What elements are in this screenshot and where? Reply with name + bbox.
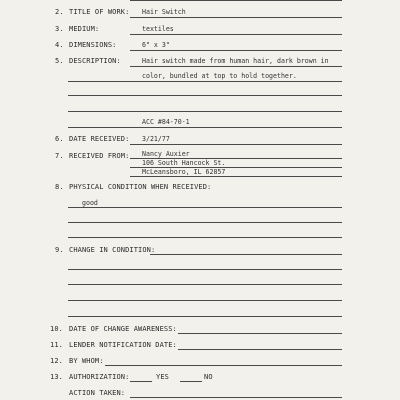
authorization-label: AUTHORIZATION:: [69, 373, 130, 381]
medium-label: MEDIUM:: [69, 25, 100, 33]
item-number-4: 4.: [55, 41, 64, 49]
change-in-condition-label: CHANGE IN CONDITION:: [69, 246, 156, 254]
date-of-change-awareness-line: [178, 333, 342, 334]
change-in-condition-rule-4: [68, 300, 342, 301]
authorization-yes-label: YES: [156, 373, 169, 381]
lender-notification-date-line: [178, 349, 342, 350]
description-rule-4: [68, 111, 342, 112]
item-number-9: 9.: [55, 246, 64, 254]
medium-line: [130, 34, 342, 35]
description-rule-3: [68, 95, 342, 96]
change-in-condition-rule-1: [150, 254, 342, 255]
received-from-name: Nancy Auxier: [142, 150, 190, 158]
title-of-work-label: TITLE OF WORK:: [69, 8, 130, 16]
lender-notification-date-label: LENDER NOTIFICATION DATE:: [69, 341, 177, 349]
date-received-value: 3/21/77: [142, 135, 170, 143]
item-number-2: 2.: [55, 8, 64, 16]
title-of-work-line: [130, 17, 342, 18]
action-taken-line: [130, 397, 342, 398]
medium-value: textiles: [142, 25, 174, 33]
dimensions-value: 6" x 3": [142, 41, 170, 49]
physical-condition-rule-2: [68, 222, 342, 223]
date-received-line: [130, 144, 342, 145]
dimensions-label: DIMENSIONS:: [69, 41, 117, 49]
received-from-line-3: [130, 176, 342, 177]
action-taken-label: ACTION TAKEN:: [69, 389, 126, 397]
item-number-7: 7.: [55, 152, 64, 160]
description-rule-5: [68, 127, 342, 128]
change-in-condition-rule-5: [68, 316, 342, 317]
description-line-2: color, bundled at top to hold together.: [142, 72, 297, 80]
description-line-1: Hair switch made from human hair, dark brown in: [142, 57, 329, 65]
date-received-label: DATE RECEIVED:: [69, 135, 130, 143]
change-in-condition-rule-3: [68, 284, 342, 285]
by-whom-line: [105, 365, 342, 366]
item-number-6: 6.: [55, 135, 64, 143]
item-number-13: 13.: [50, 373, 63, 381]
title-of-work-value: Hair Switch: [142, 8, 186, 16]
physical-condition-rule-1: [68, 207, 342, 208]
item-number-3: 3.: [55, 25, 64, 33]
item-number-11: 11.: [50, 341, 63, 349]
item-number-8: 8.: [55, 183, 64, 191]
description-label: DESCRIPTION:: [69, 57, 121, 65]
change-in-condition-rule-2: [68, 269, 342, 270]
item-number-12: 12.: [50, 357, 63, 365]
received-from-address-2: McLeansboro, IL 62857: [142, 168, 226, 176]
authorization-yes-blank: [130, 381, 152, 382]
by-whom-label: BY WHOM:: [69, 357, 104, 365]
dimensions-line: [130, 50, 342, 51]
description-rule-1: [130, 66, 342, 67]
item-number-5: 5.: [55, 57, 64, 65]
physical-condition-value: good: [82, 199, 98, 207]
accession-number: ACC #84-70-1: [142, 118, 190, 126]
top-rule: [130, 0, 342, 1]
received-from-label: RECEIVED FROM:: [69, 152, 130, 160]
physical-condition-label: PHYSICAL CONDITION WHEN RECEIVED:: [69, 183, 212, 191]
physical-condition-rule-3: [68, 237, 342, 238]
authorization-no-label: NO: [204, 373, 213, 381]
item-number-10: 10.: [50, 325, 63, 333]
description-rule-2: [68, 81, 342, 82]
authorization-no-blank: [180, 381, 202, 382]
date-of-change-awareness-label: DATE OF CHANGE AWARENESS:: [69, 325, 177, 333]
received-from-address-1: 106 South Hancock St.: [142, 159, 226, 167]
